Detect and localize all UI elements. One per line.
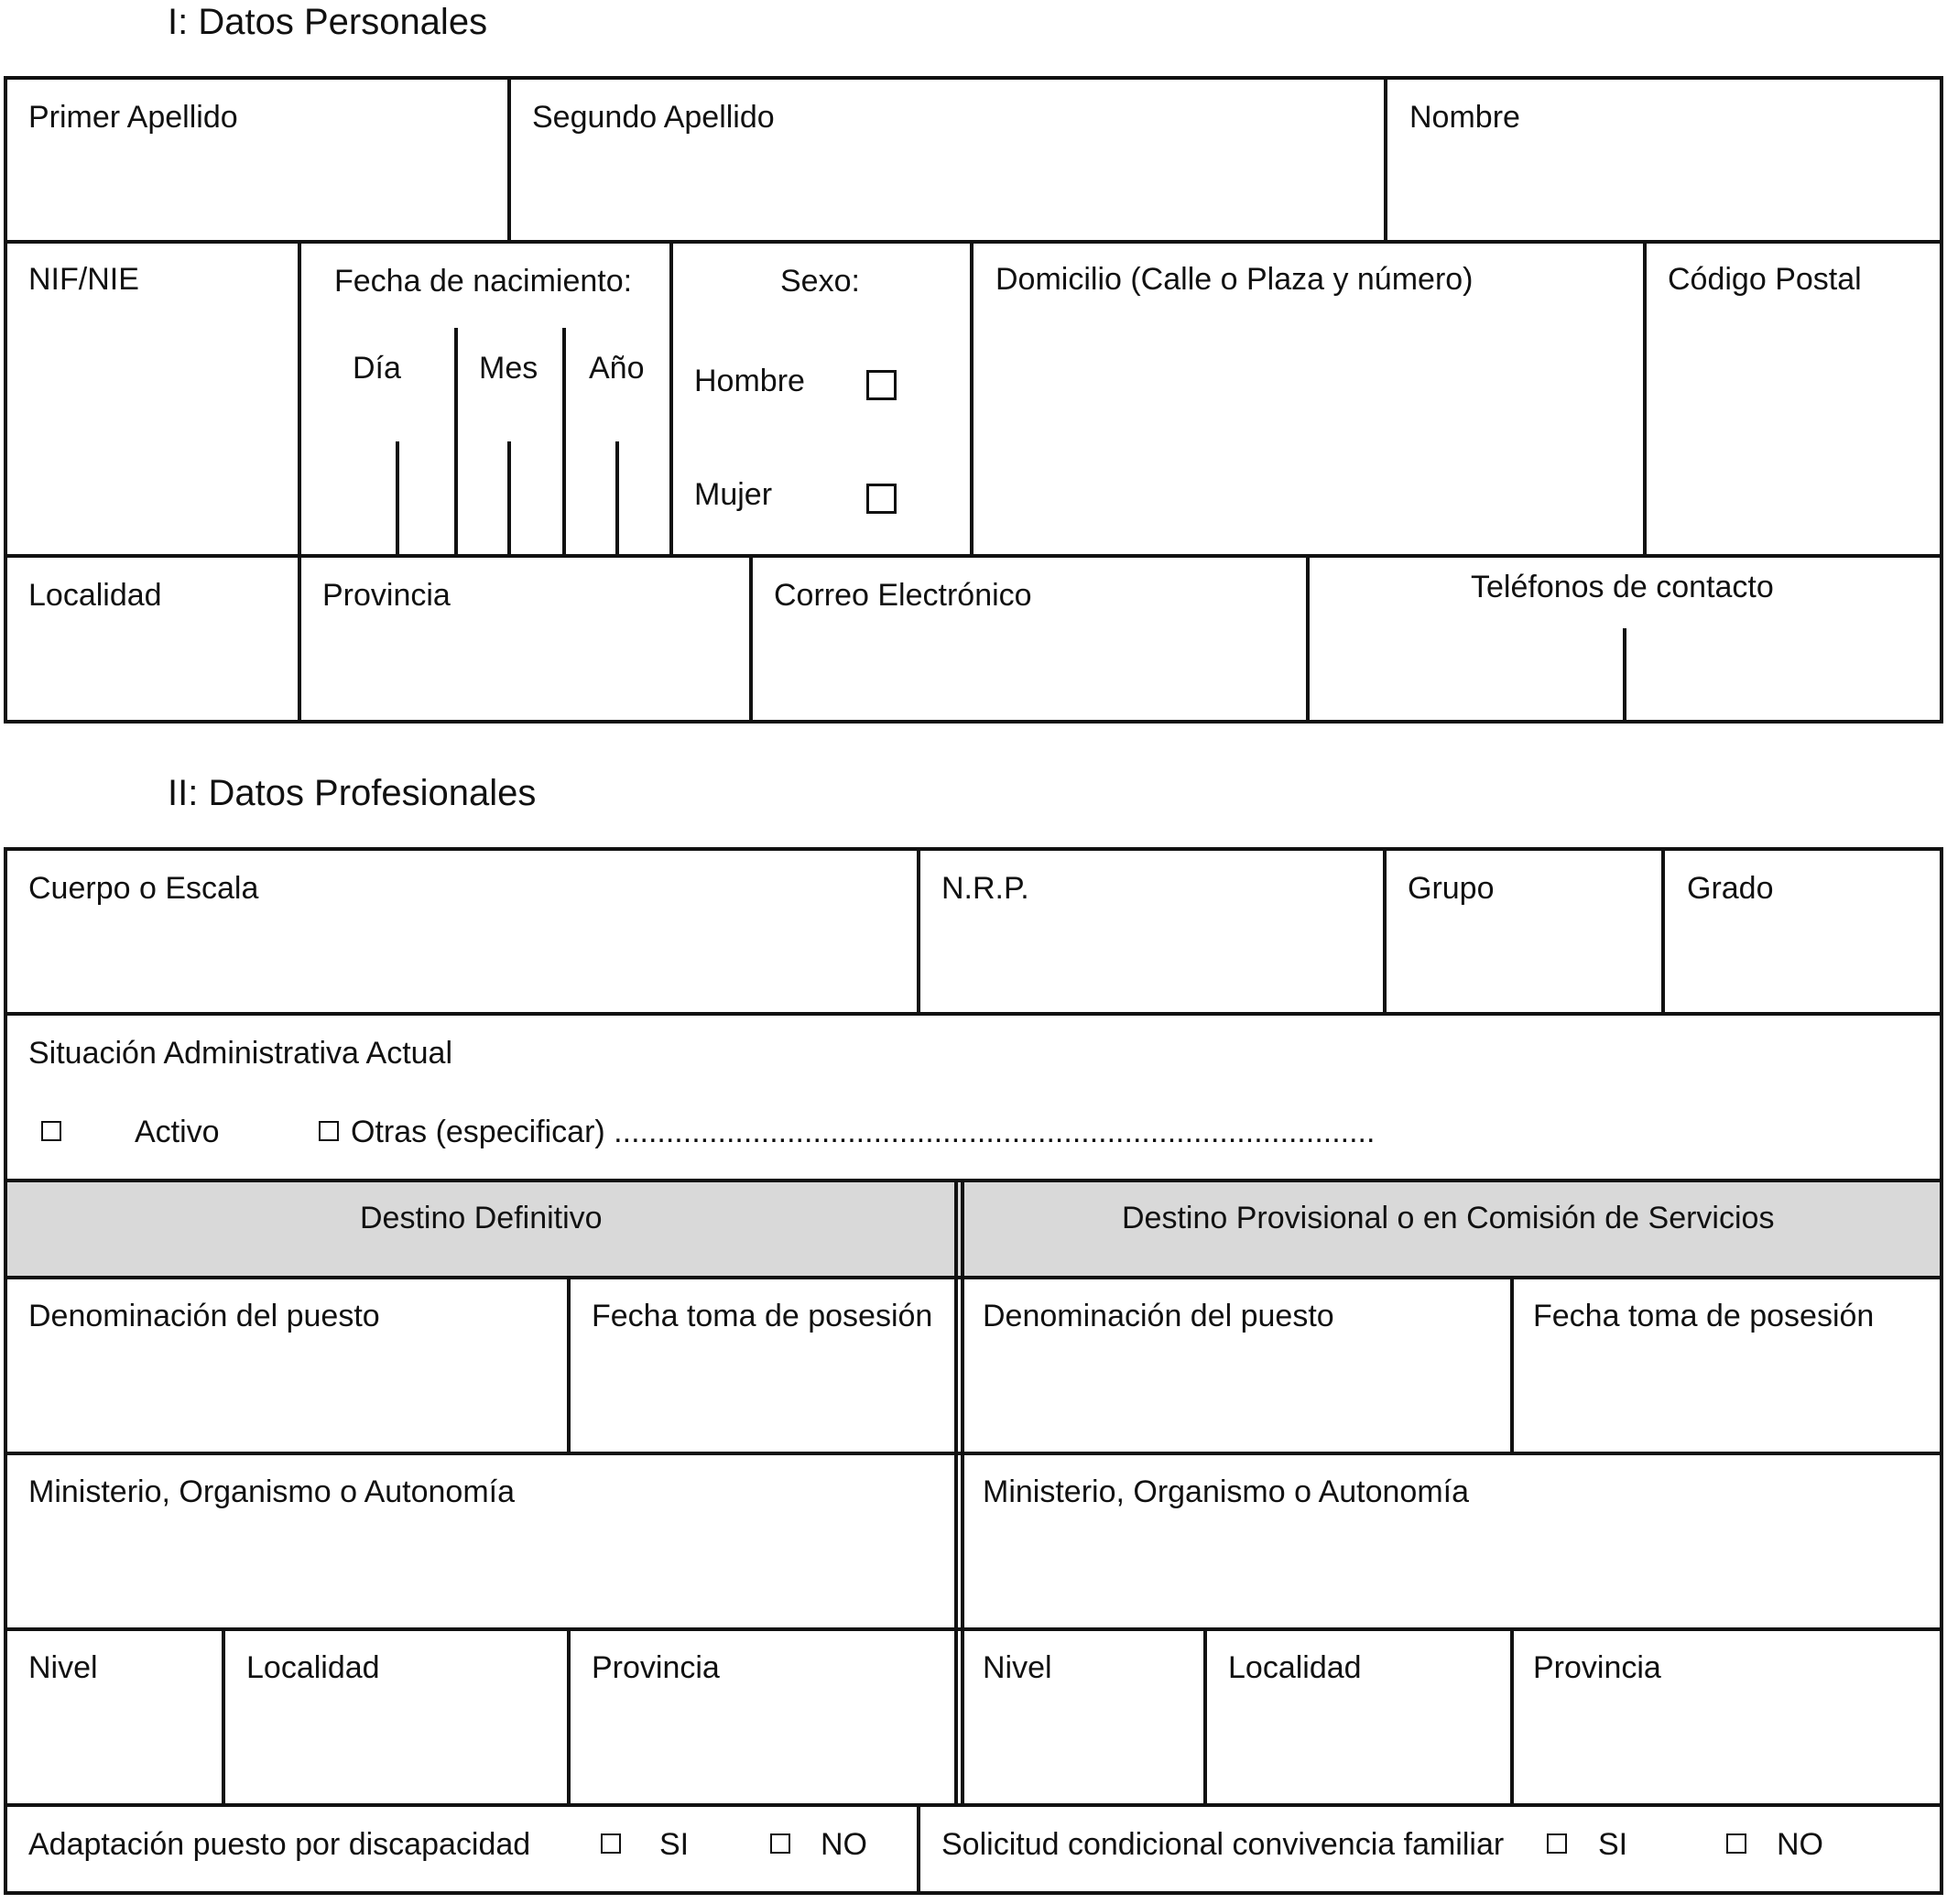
adaptacion-no-checkbox[interactable]: [770, 1833, 790, 1854]
hombre-checkbox[interactable]: [866, 370, 897, 400]
segundo-apellido-label: Segundo Apellido: [532, 100, 775, 135]
adaptacion-si-label: SI: [659, 1827, 690, 1862]
fecha-nacimiento-label: Fecha de nacimiento:: [334, 264, 633, 299]
def-ministerio-label: Ministerio, Organismo o Autonomía: [28, 1474, 516, 1509]
primer-apellido-label: Primer Apellido: [28, 100, 238, 135]
otras-checkbox[interactable]: [319, 1121, 339, 1141]
prov-fecha-toma-label: Fecha toma de posesión: [1533, 1299, 1875, 1333]
prov-localidad-label: Localidad: [1228, 1650, 1362, 1685]
nombre-label: Nombre: [1409, 100, 1520, 135]
def-provincia-label: Provincia: [592, 1650, 720, 1685]
mes-label: Mes: [479, 351, 538, 386]
grado-label: Grado: [1687, 871, 1774, 906]
prov-ministerio-label: Ministerio, Organismo o Autonomía: [983, 1474, 1470, 1509]
correo-label: Correo Electrónico: [774, 578, 1032, 613]
mujer-label: Mujer: [694, 477, 773, 512]
def-nivel-label: Nivel: [28, 1650, 98, 1685]
prov-provincia-label: Provincia: [1533, 1650, 1661, 1685]
section2-box: [5, 849, 1942, 1893]
telefonos-label: Teléfonos de contacto: [1471, 570, 1774, 604]
def-denominacion-label: Denominación del puesto: [28, 1299, 380, 1333]
otras-label: Otras (especificar) ........................................................................................: [351, 1115, 1376, 1149]
section1-title: I: Datos Personales: [168, 2, 488, 42]
adaptacion-no-label: NO: [821, 1827, 867, 1862]
grupo-label: Grupo: [1408, 871, 1495, 906]
localidad-label: Localidad: [28, 578, 162, 613]
nrp-label: N.R.P.: [941, 871, 1029, 906]
adaptacion-si-checkbox[interactable]: [601, 1833, 621, 1854]
def-fecha-toma-label: Fecha toma de posesión: [592, 1299, 933, 1333]
prov-denominacion-label: Denominación del puesto: [983, 1299, 1334, 1333]
destino-provisional-header: Destino Provisional o en Comisión de Servicios: [1122, 1201, 1775, 1235]
def-localidad-label: Localidad: [246, 1650, 380, 1685]
activo-label: Activo: [135, 1115, 220, 1149]
situacion-label: Situación Administrativa Actual: [28, 1036, 453, 1071]
adaptacion-label: Adaptación puesto por discapacidad: [28, 1827, 531, 1862]
nif-label: NIF/NIE: [28, 262, 139, 297]
section2-title: II: Datos Profesionales: [168, 773, 537, 813]
cuerpo-label: Cuerpo o Escala: [28, 871, 259, 906]
sexo-label: Sexo:: [780, 264, 860, 299]
solicitud-label: Solicitud condicional convivencia familiar: [941, 1827, 1505, 1862]
solicitud-no-checkbox[interactable]: [1726, 1833, 1746, 1854]
solicitud-no-label: NO: [1777, 1827, 1823, 1862]
destino-definitivo-header: Destino Definitivo: [360, 1201, 603, 1235]
hombre-label: Hombre: [694, 364, 805, 398]
provincia-label: Provincia: [322, 578, 451, 613]
solicitud-si-label: SI: [1598, 1827, 1628, 1862]
dia-label: Día: [353, 351, 401, 386]
codigo-postal-label: Código Postal: [1668, 262, 1862, 297]
activo-checkbox[interactable]: [41, 1121, 61, 1141]
mujer-checkbox[interactable]: [866, 484, 897, 514]
anio-label: Año: [589, 351, 645, 386]
domicilio-label: Domicilio (Calle o Plaza y número): [995, 262, 1474, 297]
solicitud-si-checkbox[interactable]: [1547, 1833, 1567, 1854]
prov-nivel-label: Nivel: [983, 1650, 1052, 1685]
